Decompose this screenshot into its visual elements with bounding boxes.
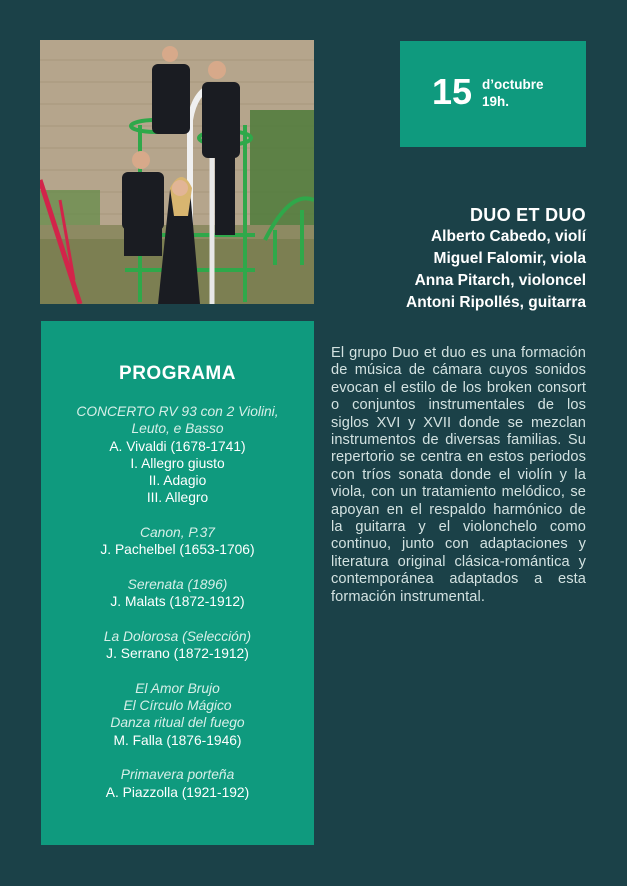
- program-box: [41, 321, 314, 845]
- composer: J. Pachelbel (1653-1706): [100, 542, 255, 558]
- date-box: [400, 41, 586, 147]
- program-piece: [41, 680, 314, 749]
- composer: J. Serrano (1872-1912): [106, 646, 249, 662]
- work-title: Serenata (1896): [127, 576, 228, 592]
- program-piece: [41, 524, 314, 559]
- musician: Anna Pitarch, violoncel: [414, 272, 586, 289]
- work-title: Leuto, e Basso: [131, 421, 224, 437]
- program-piece: [41, 766, 314, 801]
- ensemble-photo: [40, 40, 314, 304]
- group-photo-icon: [40, 40, 314, 304]
- composer: A. Piazzolla (1921-192): [105, 784, 250, 800]
- date-day: 15: [432, 71, 473, 112]
- program-title: PROGRAMA: [119, 363, 236, 384]
- program-piece: [41, 576, 314, 611]
- composer: J. Malats (1872-1912): [110, 594, 245, 610]
- ensemble-info: [406, 204, 586, 314]
- composer: M. Falla (1876-1946): [113, 732, 242, 748]
- musician: Miguel Falomir, viola: [433, 250, 586, 267]
- date-time: 19h.: [482, 94, 510, 109]
- work-title: Danza ritual del fuego: [110, 715, 245, 731]
- ensemble-description: El grupo Duo et duo es una formación de música de cámara cuyos sonidos evocan el estilo de los broken consort o conjuntos instrumentales de los siglos XVI y XVII donde se mezclan instrumentos de diversas familias. Su repertorio se centra en estos periodos con tríos sonata donde el violín y la viola, con un tratamiento melódico, se apoyan en el respaldo harmónico de la guitarra y el violonchelo como continuo, junto con adaptaciones y literatura original clásica-romántica y contemporánea adaptados a esta formación instrumental.: [331, 345, 586, 605]
- work-title: Canon, P.37: [140, 525, 215, 541]
- date-month: d’octubre: [482, 77, 544, 92]
- movement: I. Allegro giusto: [130, 455, 225, 471]
- movement: II. Adagio: [148, 473, 207, 489]
- work-title: Primavera porteña: [120, 767, 235, 783]
- composer: A. Vivaldi (1678-1741): [109, 438, 246, 454]
- program-piece: [41, 403, 314, 507]
- work-title: El Amor Brujo: [135, 680, 220, 696]
- work-title: El Círculo Mágico: [123, 698, 232, 714]
- ensemble-name: DUO ET DUO: [469, 205, 586, 225]
- program-piece: [41, 628, 314, 663]
- musician: Alberto Cabedo, violí: [430, 228, 586, 245]
- program-list: [41, 403, 314, 801]
- work-title: CONCERTO RV 93 con 2 Violini,: [76, 404, 279, 419]
- movement: III. Allegro: [146, 490, 209, 506]
- musician: Antoni Ripollés, guitarra: [406, 294, 586, 311]
- work-title: La Dolorosa (Selección): [103, 628, 252, 644]
